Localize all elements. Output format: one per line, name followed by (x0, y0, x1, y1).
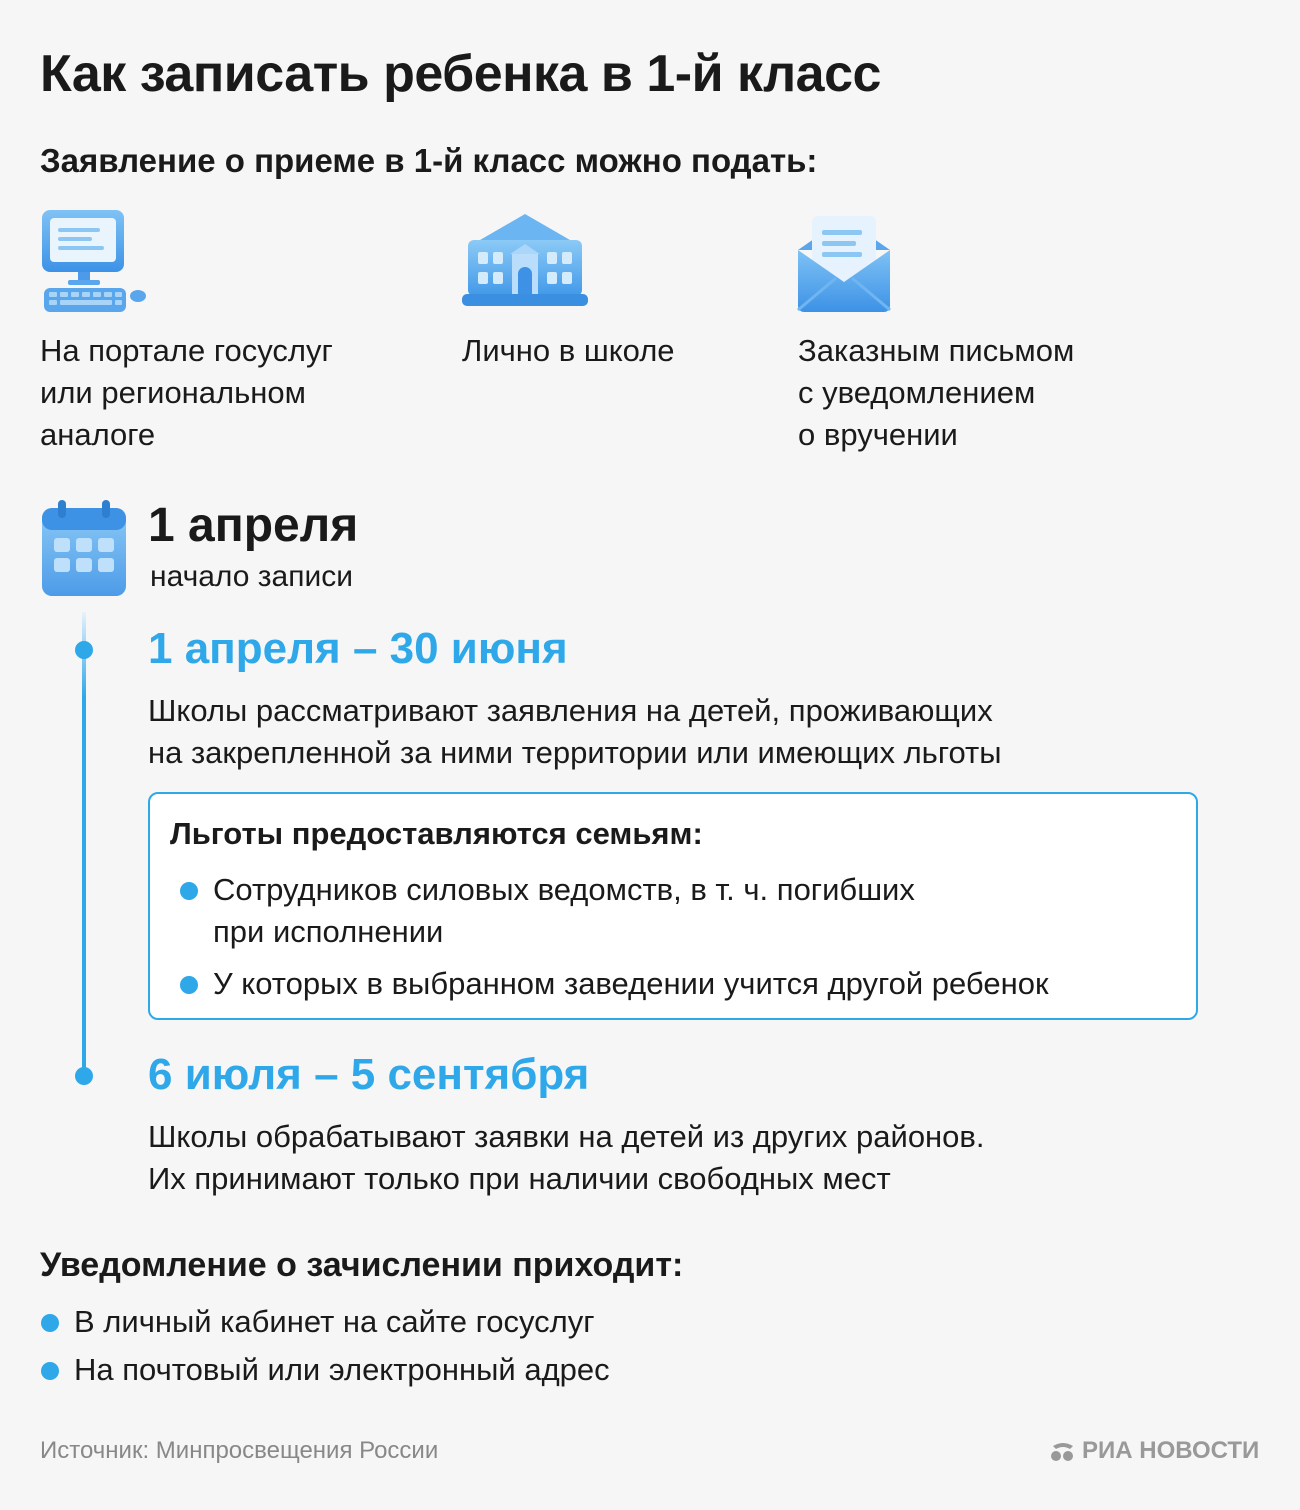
period-range: 6 июля – 5 сентября (148, 1050, 590, 1099)
brand-name: РИА НОВОСТИ (1082, 1437, 1260, 1464)
source-note: Источник: Минпросвещения России (40, 1437, 439, 1464)
bullet-icon (41, 1314, 59, 1332)
bullet-icon (180, 882, 198, 900)
page-title: Как записать ребенка в 1-й класс (40, 45, 881, 103)
timeline-dot (75, 1067, 93, 1085)
bullet-icon (41, 1362, 59, 1380)
computer-icon (40, 206, 150, 321)
benefit-item: У которых в выбранном заведении учится другой ребенок (213, 966, 1049, 1001)
start-caption: начало записи (150, 560, 353, 593)
calendar-icon (40, 498, 128, 603)
start-date: 1 апреля (148, 499, 359, 552)
period-description: Школы обрабатывают заявки на детей из других районов. Их принимают только при наличии свободных мест (148, 1119, 985, 1196)
method-portal-label: На портале госуслуг или региональном аналоге (40, 333, 333, 452)
submission-subtitle: Заявление о приеме в 1-й класс можно подать: (40, 142, 818, 179)
timeline-line (82, 612, 86, 1082)
method-school-label: Лично в школе (462, 333, 675, 368)
school-building-icon (460, 210, 590, 315)
timeline-dot (75, 641, 93, 659)
period-description: Школы рассматривают заявления на детей, проживающих на закрепленной за ними территории или имеющих льготы (148, 693, 1002, 770)
bullet-icon (180, 976, 198, 994)
ria-logo-icon (1050, 1440, 1076, 1462)
notification-title: Уведомление о зачислении приходит: (40, 1246, 684, 1284)
benefit-item: Сотрудников силовых ведомств, в т. ч. погибших при исполнении (213, 872, 915, 949)
period-range: 1 апреля – 30 июня (148, 624, 568, 673)
method-mail-label: Заказным письмом с уведомлением о вручении (798, 333, 1075, 452)
brand-logo (1050, 1437, 1259, 1465)
notification-item: В личный кабинет на сайте госуслуг (74, 1304, 595, 1339)
notification-item: На почтовый или электронный адрес (74, 1352, 610, 1387)
benefits-title: Льготы предоставляются семьям: (170, 816, 703, 851)
benefits-box (148, 792, 1198, 1020)
envelope-icon (796, 210, 892, 319)
